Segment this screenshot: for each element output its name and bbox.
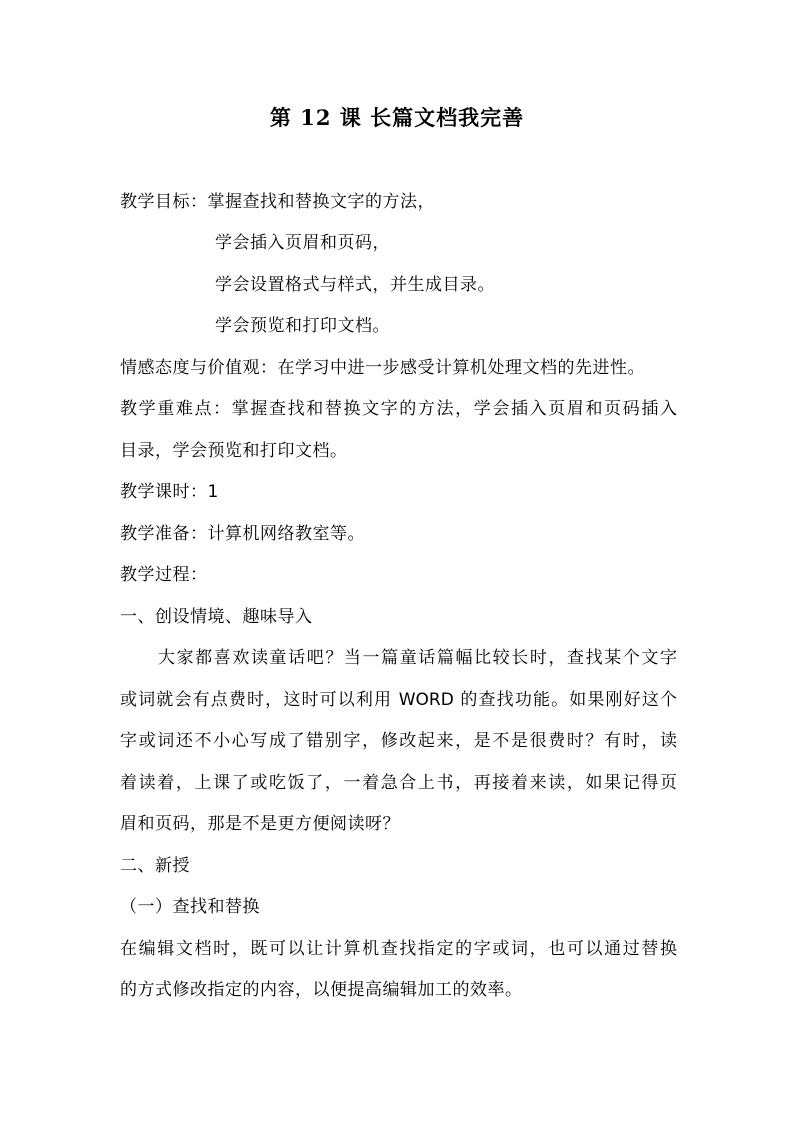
section-heading-1: 一、创设情境、趣味导入 <box>120 607 313 627</box>
paragraph-1-line-2: 或词就会有点费时，这时可以利用 WORD 的查找功能。如果刚好这个 <box>120 690 677 710</box>
goals-line-2: 学会插入页眉和页码， <box>215 233 390 253</box>
preparation-line: 教学准备：计算机网络教室等。 <box>120 524 365 544</box>
hours-line: 教学课时：1 <box>120 482 219 502</box>
document-title: 第 12 课 长篇文档我完善 <box>269 105 525 130</box>
process-heading: 教学过程： <box>120 565 208 585</box>
paragraph-1-line-1: 大家都喜欢读童话吧？当一篇童话篇幅比较长时，查找某个文字 <box>158 648 677 668</box>
goals-line-4: 学会预览和打印文档。 <box>215 316 390 336</box>
paragraph-1-line-5: 眉和页码，那是不是更方便阅读呀？ <box>120 814 400 834</box>
paragraph-1-line-3: 字或词还不小心写成了错别字，修改起来，是不是很费时？有时，读 <box>120 731 677 751</box>
paragraph-2-line-1: 在编辑文档时，既可以让计算机查找指定的字或词，也可以通过替换 <box>120 939 677 959</box>
section-heading-2: 二、新授 <box>120 856 190 876</box>
paragraph-1-line-4: 着读着，上课了或吃饭了，一着急合上书，再接着来读，如果记得页 <box>120 773 677 793</box>
attitude-line: 情感态度与价值观：在学习中进一步感受计算机处理文档的先进性。 <box>120 358 645 378</box>
keypoints-line-2: 目录，学会预览和打印文档。 <box>120 441 348 461</box>
goals-line-3: 学会设置格式与样式，并生成目录。 <box>215 275 495 295</box>
keypoints-line-1: 教学重难点：掌握查找和替换文字的方法，学会插入页眉和页码插入 <box>120 399 677 419</box>
goals-line-1: 教学目标：掌握查找和替换文字的方法， <box>120 192 435 212</box>
paragraph-2-line-2: 的方式修改指定的内容，以便提高编辑加工的效率。 <box>120 980 523 1000</box>
subsection-heading-1: （一）查找和替换 <box>120 897 260 917</box>
